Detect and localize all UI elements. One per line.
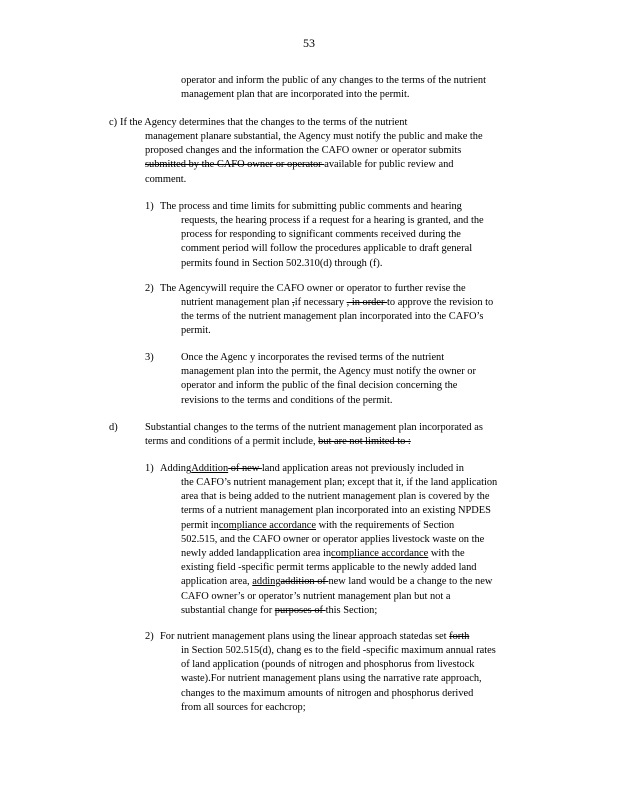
text-line: operator and inform the public of the final decision concerning the bbox=[181, 380, 458, 392]
paragraph-d2-first bbox=[160, 630, 542, 644]
item-label-c: c) bbox=[109, 117, 118, 128]
text-line: revisions to the terms and conditions of the permit. bbox=[181, 394, 393, 406]
text-line: 502.515, and the CAFO owner or operator applies livestock waste on the bbox=[181, 533, 485, 545]
text-line: permit. bbox=[181, 325, 211, 337]
text-line: If the Agency determines that the changes to the terms of the nutrient bbox=[120, 117, 408, 128]
text-line bbox=[181, 519, 538, 533]
text-line: in Section 502.515(d), chang es to the field -specific maximum annual rates bbox=[181, 645, 496, 656]
deleted-text: purposes of bbox=[274, 604, 326, 616]
paragraph-d bbox=[145, 421, 538, 449]
paragraph-d1-first bbox=[160, 462, 522, 476]
text-run: this Section; bbox=[325, 604, 378, 616]
text-line: management plan that are incorporated into the permit. bbox=[181, 89, 410, 101]
text-run: terms and conditions of a permit include, bbox=[145, 436, 319, 448]
text-line bbox=[181, 604, 538, 618]
text-run: with the requirements of Section bbox=[316, 519, 455, 531]
deleted-text: , in order bbox=[346, 297, 388, 308]
text-line: comment. bbox=[145, 173, 187, 185]
text-line bbox=[145, 435, 538, 449]
text-line: changes to the maximum amounts of nitrogen and phosphorus derived bbox=[181, 687, 474, 699]
text-run: application area, bbox=[181, 576, 253, 588]
deleted-text: but are not limited to : bbox=[318, 436, 411, 448]
paragraph-c1 bbox=[181, 214, 532, 271]
text-line bbox=[181, 575, 538, 589]
text-line: The process and time limits for submitting public comments and hearing bbox=[160, 201, 462, 212]
text-line: of land application (pounds of nitrogen and phosphorus from livestock bbox=[181, 659, 475, 671]
text-line bbox=[181, 296, 538, 310]
paragraph-c2-first bbox=[160, 282, 538, 296]
text-run: For nutrient management plans using the linear approach statedas set bbox=[160, 631, 450, 642]
text-line: area that is being added to the nutrient management plan is covered by the bbox=[181, 491, 490, 503]
text-line: operator and inform the public of any changes to the terms of the nutrient bbox=[181, 75, 486, 86]
inserted-text: compliance accordance bbox=[218, 519, 317, 531]
text-run: land application areas not previously included in bbox=[261, 463, 464, 474]
deleted-text: forth bbox=[449, 631, 470, 642]
paragraph-d1 bbox=[181, 476, 538, 618]
text-line: management plan into the permit, the Agency must notify the owner or bbox=[181, 366, 476, 378]
item-label-d: d) bbox=[109, 422, 118, 433]
text-line: from all sources for eachcrop; bbox=[181, 701, 306, 713]
text-line bbox=[160, 462, 522, 476]
paragraph-c3 bbox=[181, 351, 524, 408]
deleted-text: , bbox=[292, 297, 295, 308]
text-line bbox=[181, 547, 538, 561]
text-run: substantial change for bbox=[181, 604, 275, 616]
text-run: with the bbox=[428, 548, 465, 560]
text-run: nutrient management plan bbox=[181, 297, 293, 308]
paragraph-d2 bbox=[181, 644, 538, 715]
text-line: the CAFO’s nutrient management plan; except that it, if the land application bbox=[181, 477, 498, 488]
deleted-text: submitted by the CAFO owner or operator bbox=[145, 159, 325, 171]
text-line: comment period will follow the procedures applicable to draft general bbox=[181, 243, 473, 255]
inserted-text: Addition bbox=[191, 463, 229, 474]
text-run: available for public review and bbox=[324, 159, 454, 171]
text-run: if necessary bbox=[294, 297, 347, 308]
page-number: 53 bbox=[303, 36, 315, 50]
text-line: management planare substantial, the Agency must notify the public and make the bbox=[145, 131, 483, 142]
text-line: Once the Agenc y incorporates the revised terms of the nutrient bbox=[181, 352, 445, 363]
text-line: requests, the hearing process if a request for a hearing is granted, and the bbox=[181, 215, 484, 226]
deleted-text: addition of bbox=[280, 576, 329, 588]
text-line: permits found in Section 502.310(d) through (f). bbox=[181, 257, 383, 269]
inserted-text: compliance accordance bbox=[331, 548, 429, 560]
item-label-c1: 1) bbox=[145, 201, 154, 212]
paragraph-c bbox=[120, 116, 538, 130]
inserted-text: adding bbox=[252, 576, 281, 588]
text-line: The Agencywill require the CAFO owner or operator to further revise the bbox=[160, 283, 466, 294]
text-run: new land would be a change to the new bbox=[328, 576, 493, 588]
text-line bbox=[160, 630, 542, 644]
item-label-c2: 2) bbox=[145, 283, 154, 294]
text-line: process for responding to significant comments received during the bbox=[181, 229, 461, 241]
item-label-d1: 1) bbox=[145, 463, 154, 474]
text-line: proposed changes and the information the CAFO owner or operator submits bbox=[145, 145, 462, 157]
text-run: to approve the revision to bbox=[387, 297, 494, 308]
text-line: existing field -specific permit terms applicable to the newly added land bbox=[181, 562, 477, 574]
text-line: Substantial changes to the terms of the nutrient management plan incorporated as bbox=[145, 422, 483, 433]
item-label-c3: 3) bbox=[145, 352, 154, 363]
item-label-d2: 2) bbox=[145, 631, 154, 642]
text-run: Adding bbox=[160, 463, 192, 474]
text-line: terms of a nutrient management plan incorporated into an existing NPDES bbox=[181, 505, 491, 517]
intro-paragraph bbox=[181, 74, 528, 102]
deleted-text: of new bbox=[228, 463, 262, 474]
text-line: CAFO owner’s or operator’s nutrient management plan but not a bbox=[181, 590, 451, 602]
text-line bbox=[145, 158, 538, 172]
text-run: permit in bbox=[181, 519, 219, 531]
text-line: the terms of the nutrient management plan incorporated into the CAFO’s bbox=[181, 311, 484, 323]
paragraph-c1-first bbox=[160, 200, 532, 214]
text-run: newly added landapplication area in bbox=[181, 548, 332, 560]
text-line: waste).For nutrient management plans using the narrative rate approach, bbox=[181, 673, 482, 685]
paragraph-c-continued bbox=[145, 130, 538, 187]
paragraph-c2 bbox=[181, 296, 538, 339]
